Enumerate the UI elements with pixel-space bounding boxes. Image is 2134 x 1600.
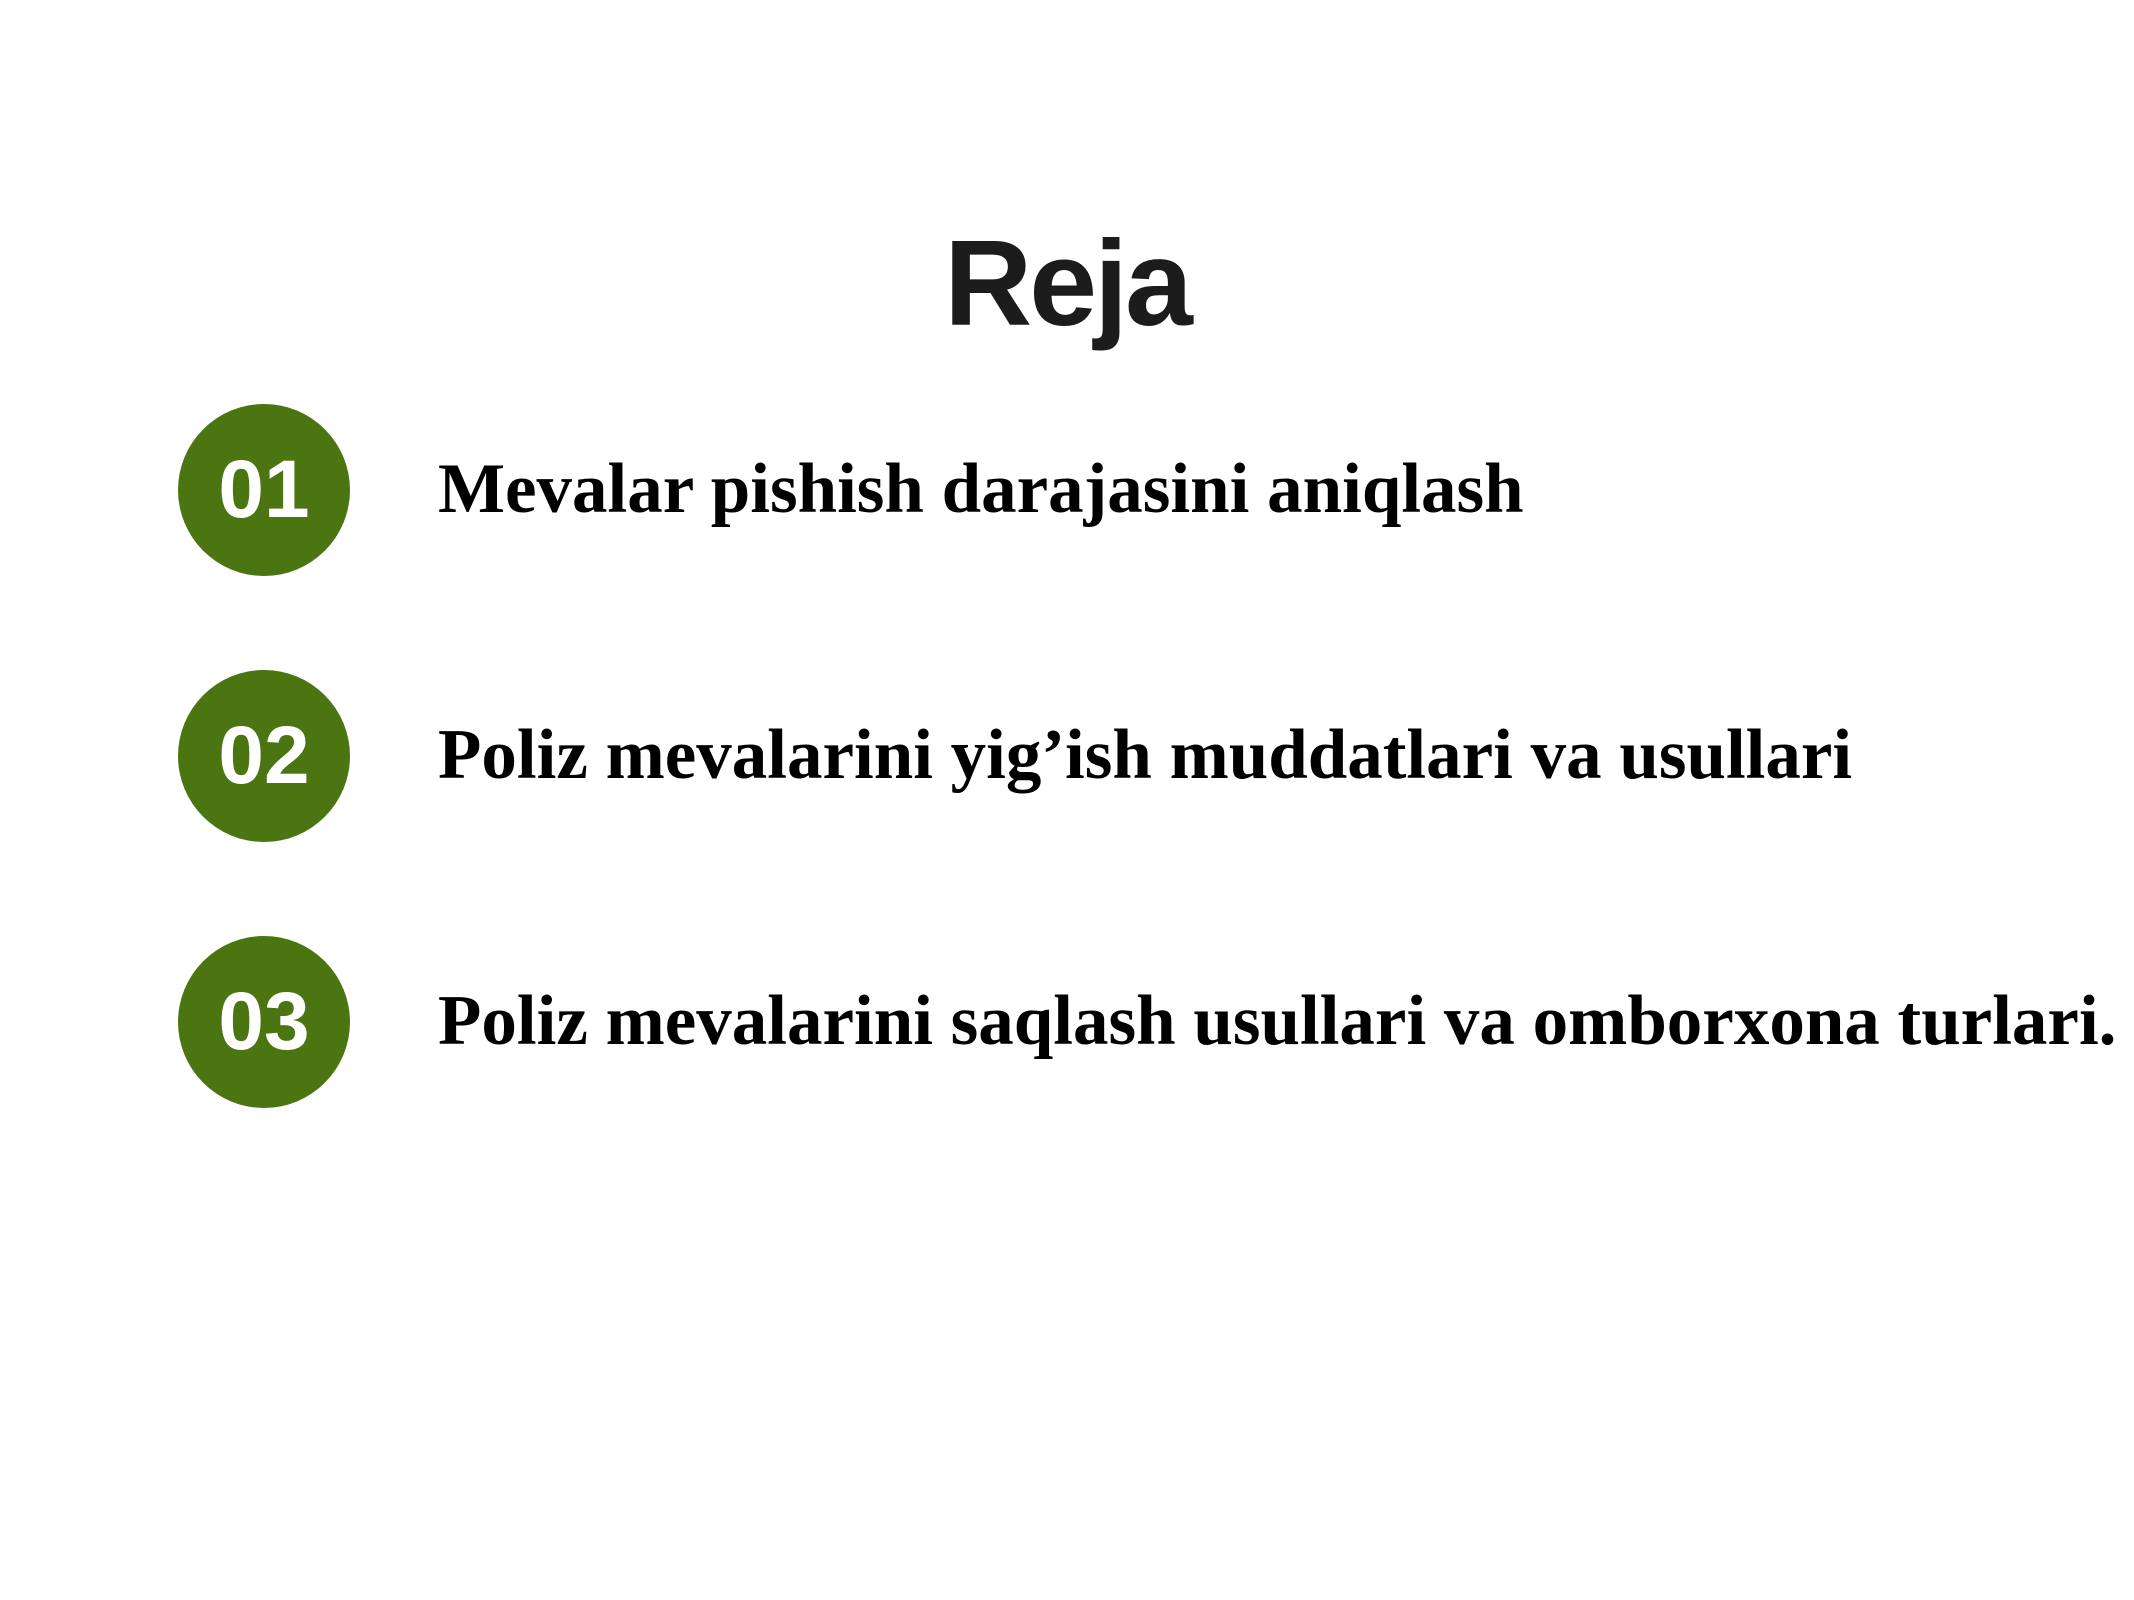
slide-title: Reja (944, 215, 1190, 351)
item-1-number-badge (178, 404, 350, 576)
item-2-number: 02 (218, 710, 310, 801)
item-3-number: 03 (218, 976, 310, 1067)
plan-item-2 (178, 670, 1852, 842)
item-1-number: 01 (218, 444, 310, 535)
item-3-number-badge (178, 936, 350, 1108)
item-3-text: Poliz mevalarini saqlash usullari va omborxona turlari. (438, 982, 2117, 1061)
item-2-text: Poliz mevalarini yig’ish muddatlari va usullari (438, 716, 1853, 795)
item-2-number-badge (178, 670, 350, 842)
plan-item-3 (178, 936, 2116, 1108)
item-1-text: Mevalar pishish darajasini aniqlash (438, 450, 1524, 529)
plan-item-1 (178, 404, 1524, 576)
